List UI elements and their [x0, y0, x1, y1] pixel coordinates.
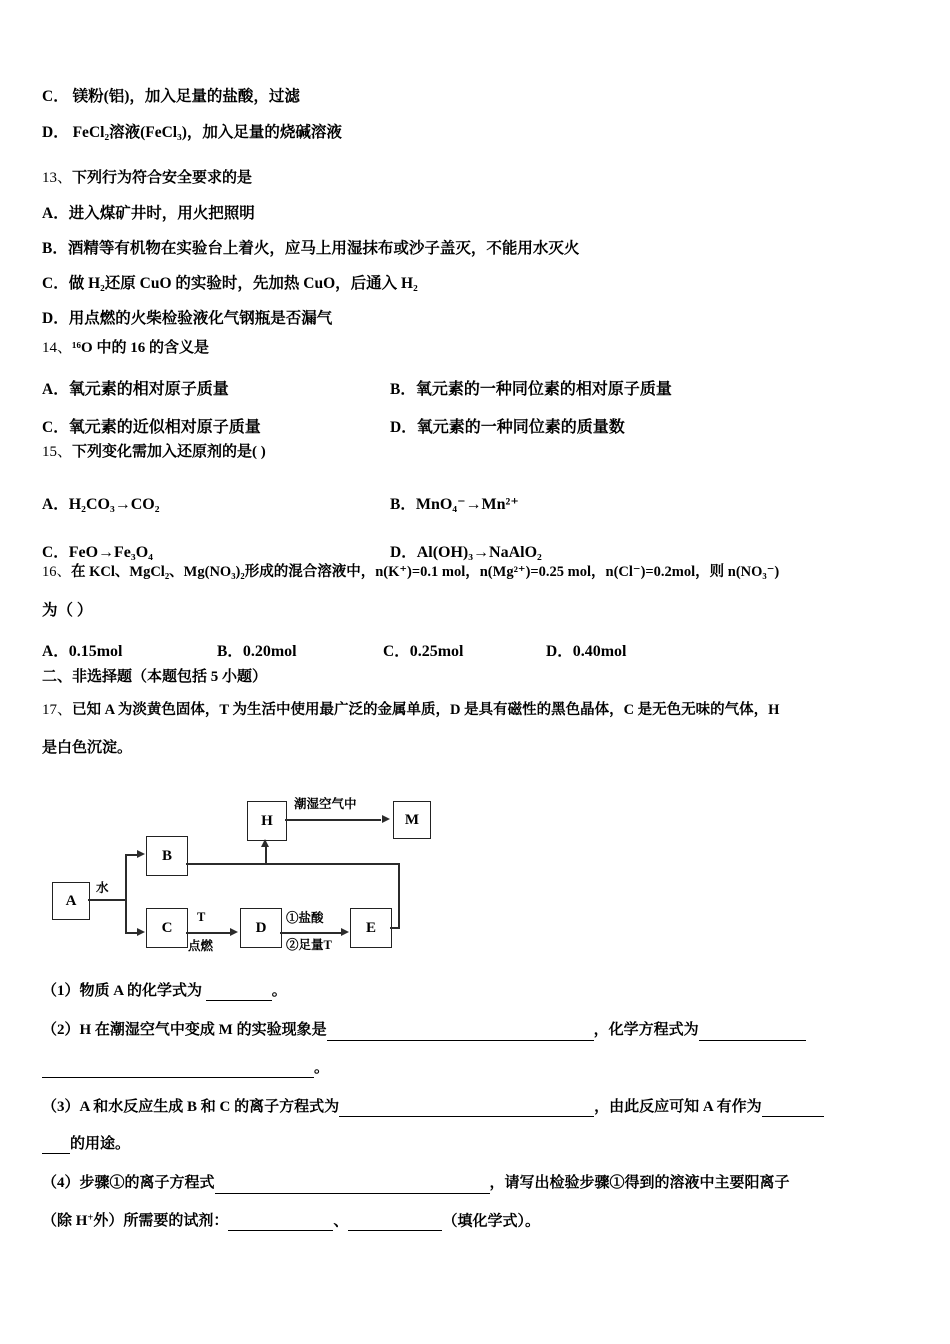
option-label: C． — [42, 544, 69, 562]
question-15-stem — [42, 444, 266, 461]
answer-blank[interactable] — [228, 1213, 333, 1231]
section-2-heading — [42, 669, 267, 686]
part-marker: （3） — [42, 1098, 80, 1115]
arrow-c-to-d-icon — [230, 928, 238, 936]
question-17-stem — [42, 702, 779, 758]
flowchart-box-d — [240, 908, 282, 948]
connector-rail-down — [398, 863, 400, 928]
answer-blank[interactable] — [348, 1213, 442, 1231]
box-label: C — [161, 919, 173, 936]
option-label: B． — [390, 496, 416, 514]
option-text: 氧元素的一种同位素的相对原子质量 — [415, 381, 672, 399]
option-label: A． — [42, 381, 69, 399]
part-3-continuation: 的用途。 — [42, 1136, 922, 1154]
connector-rail-to-e — [390, 927, 400, 929]
option-text: FeCl₂溶液(FeCl₃)，加入足量的烧碱溶液 — [72, 123, 342, 141]
part-marker: （4） — [42, 1175, 80, 1192]
question-stem: 在 KCl、MgCl₂、Mg(NO₃)₂形成的混合溶液中，n(K⁺)=0.1 mol，n(Mg²⁺)=0.25 mol，n(Cl⁻)=0.2mol，则 n(NO₃⁻) — [71, 564, 780, 580]
option-c — [42, 414, 261, 437]
question-number: 13、 — [42, 170, 73, 186]
arrow-to-c-icon — [137, 928, 145, 936]
connector-split-riser — [125, 854, 127, 933]
question-12-options — [42, 88, 342, 142]
label-step2-excess-t: ②足量T — [286, 938, 332, 952]
option-label: D — [42, 123, 54, 141]
connector-rail-to-h — [265, 846, 267, 864]
connector-h-to-m — [285, 819, 381, 821]
connector-c-to-d — [186, 932, 230, 934]
question-13-stem — [42, 170, 579, 187]
option-text: 氧元素的相对原子质量 — [68, 381, 229, 399]
option-b — [217, 639, 297, 661]
option-a — [42, 492, 160, 514]
option-label: D． — [546, 643, 573, 661]
option-text: 0.40mol — [572, 643, 627, 661]
option-text: 做 H₂还原 CuO 的实验时，先加热 CuO，后通入 H₂ — [68, 274, 418, 292]
answer-blank[interactable] — [699, 1022, 806, 1040]
option-label: B． — [390, 381, 416, 399]
flowchart-box-m — [393, 801, 431, 839]
option-row — [42, 275, 579, 293]
option-b — [390, 492, 519, 514]
question-17-parts — [42, 983, 922, 1231]
reaction-flowchart — [42, 786, 462, 966]
option-d — [390, 540, 542, 562]
question-stem: 下列变化需加入还原剂的是( ) — [72, 444, 266, 460]
answer-blank[interactable] — [762, 1099, 824, 1117]
question-17-line2: 是白色沉淀。 — [42, 740, 133, 757]
box-label: M — [404, 811, 420, 828]
question-15 — [42, 444, 542, 576]
option-row — [42, 376, 672, 414]
option-c — [42, 540, 153, 562]
option-a — [42, 639, 122, 661]
box-label: D — [255, 919, 267, 936]
option-text: FeO→Fe₃O₄ — [68, 544, 153, 562]
option-d — [546, 639, 626, 661]
part-text: A 和水反应生成 B 和 C 的离子方程式为 — [79, 1098, 340, 1115]
box-label: B — [161, 847, 172, 864]
part-text: 物质 A 的化学式为 — [79, 983, 206, 999]
question-17-line1: 17、已知 A 为淡黄色固体，T 为生活中使用最广泛的金属单质，D 是具有磁性的黑色晶体，C 是无色无味的气体，H — [42, 702, 780, 718]
question-number: 15、 — [42, 444, 73, 460]
arrow-d-to-e-icon — [341, 928, 349, 936]
option-label: C． — [383, 643, 410, 661]
flowchart-box-c — [146, 908, 188, 948]
part-4-continuation: （除 H+外）所需要的试剂： 、 （填化学式）。 — [42, 1213, 922, 1232]
connector-a-to-split — [88, 899, 126, 901]
section-heading-text: 二、非选择题（本题包括 5 小题） — [42, 669, 268, 685]
option-row — [42, 310, 579, 328]
question-number: 17、 — [42, 702, 73, 718]
answer-blank[interactable] — [339, 1099, 594, 1117]
question-16 — [42, 564, 779, 667]
box-label: A — [65, 892, 77, 909]
part-1: （1）物质 A 的化学式为 。 — [42, 983, 922, 1001]
option-label: D． — [390, 544, 417, 562]
option-row: C． 镁粉(铝)，加入足量的盐酸，过滤 — [42, 88, 300, 105]
part-text: 步骤①的离子方程式 — [79, 1175, 215, 1192]
answer-blank[interactable] — [327, 1022, 594, 1040]
option-a — [42, 376, 229, 399]
option-label: C． — [42, 274, 69, 292]
option-text: 0.15mol — [68, 643, 123, 661]
part-2-continuation: 。 — [42, 1060, 922, 1078]
option-c — [383, 639, 463, 661]
part-4: （4）步骤①的离子方程式 ，请写出检验步骤①得到的溶液中主要阳离子 — [42, 1175, 922, 1193]
connector-b-rail — [186, 863, 400, 865]
label-humid-air: 潮湿空气中 — [294, 797, 357, 811]
option-label: B． — [217, 643, 243, 661]
isotope-notation: ¹⁶O — [72, 340, 93, 356]
option-row: D． FeCl₂溶液(FeCl₃)，加入足量的烧碱溶液 — [42, 123, 342, 141]
question-13 — [42, 170, 579, 328]
part-text: H 在潮湿空气中变成 M 的实验现象是 — [79, 1022, 327, 1039]
answer-blank[interactable] — [206, 983, 272, 1001]
answer-blank[interactable] — [42, 1060, 314, 1078]
option-text: 镁粉(铝)，加入足量的盐酸，过滤 — [72, 88, 300, 105]
option-d — [390, 414, 625, 437]
flowchart-box-e — [350, 908, 392, 948]
label-t-top: T — [197, 910, 206, 924]
part-3: （3）A 和水反应生成 B 和 C 的离子方程式为 ，由此反应可知 A 有作为 — [42, 1099, 922, 1117]
question-number: 16、 — [42, 564, 71, 580]
label-water: 水 — [96, 881, 109, 895]
option-b — [390, 376, 672, 399]
answer-blank[interactable] — [215, 1175, 490, 1193]
option-text: 酒精等有机物在实验台上着火，应马上用湿抹布或沙子盖灭，不能用水灭火 — [67, 240, 580, 258]
option-label: C． — [42, 419, 69, 437]
option-text: 进入煤矿井时，用火把照明 — [68, 205, 255, 223]
option-text: 氧元素的一种同位素的质量数 — [416, 419, 625, 437]
option-text: H₂CO₃→CO₂ — [68, 496, 160, 514]
option-row — [42, 205, 579, 223]
answer-blank[interactable] — [42, 1136, 70, 1154]
box-label: H — [261, 812, 273, 829]
option-text: 氧元素的近似相对原子质量 — [68, 419, 261, 437]
option-row — [42, 639, 779, 667]
flowchart-box-b — [146, 836, 188, 876]
option-label: A． — [42, 496, 69, 514]
question-16-stem-line1 — [42, 564, 779, 581]
question-16-stem-line2: 为（ ） — [42, 601, 93, 619]
question-number: 14、 — [42, 340, 73, 356]
label-step1-hydrochloric-acid: ①盐酸 — [286, 911, 324, 925]
part-marker: （1） — [42, 983, 80, 999]
option-label: D． — [42, 309, 69, 327]
option-label: C — [42, 88, 54, 105]
arrow-to-b-icon — [137, 850, 145, 858]
connector-d-to-e — [280, 932, 342, 934]
question-stem: 中的 16 的含义是 — [92, 340, 209, 356]
part-marker: （2） — [42, 1022, 80, 1039]
arrow-h-to-m-icon — [382, 815, 390, 823]
option-text: 用点燃的火柴检验液化气钢瓶是否漏气 — [68, 309, 333, 327]
option-text: Al(OH)₃→NaAlO₂ — [416, 544, 542, 562]
box-label: E — [365, 919, 376, 936]
option-row — [42, 488, 519, 540]
option-row — [42, 240, 579, 258]
option-label: D． — [390, 419, 417, 437]
arrow-to-h-icon — [261, 839, 269, 847]
flowchart-box-h — [247, 801, 287, 841]
label-ignite: 点燃 — [188, 939, 214, 953]
option-text: 0.20mol — [242, 643, 297, 661]
question-14 — [42, 340, 672, 450]
flowchart-box-a — [52, 882, 90, 920]
option-label: A． — [42, 205, 69, 223]
question-stem: 下列行为符合安全要求的是 — [72, 170, 253, 186]
option-text: MnO₄⁻→Mn²⁺ — [415, 496, 519, 514]
option-label: A． — [42, 643, 69, 661]
option-label: B． — [42, 240, 68, 258]
part-2: （2）H 在潮湿空气中变成 M 的实验现象是 ，化学方程式为 — [42, 1022, 922, 1040]
option-text: 0.25mol — [409, 643, 464, 661]
question-14-stem — [42, 340, 209, 357]
